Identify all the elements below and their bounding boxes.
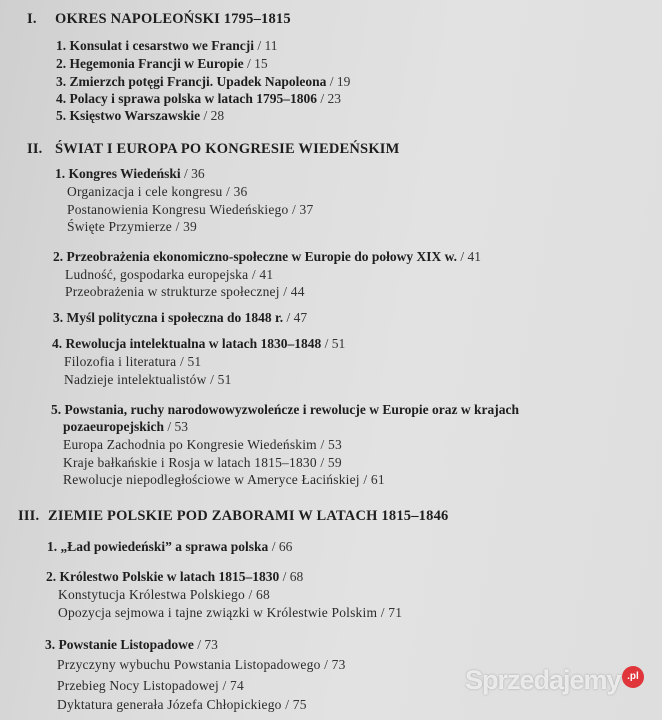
subchapter-title: Przyczyny wybuchu Powstania Listopadowego / 73 xyxy=(57,657,346,672)
subchapter-title: Konstytucja Królestwa Polskiego / 68 xyxy=(58,587,270,602)
subchapter-title: Przebieg Nocy Listopadowej / 74 xyxy=(57,678,244,693)
chapter-title-continued: pozaeuropejskich / 53 xyxy=(63,419,189,434)
subchapter-title: Postanowienia Kongresu Wiedeńskiego / 37 xyxy=(67,202,314,217)
subchapter-title: Organizacja i cele kongresu / 36 xyxy=(67,184,248,199)
chapter-title: 2. Przeobrażenia ekonomiczno-społeczne w Europie do połowy XIX w. / 41 xyxy=(53,249,481,264)
subchapter-title: Przeobrażenia w strukturze społecznej / 44 xyxy=(65,284,305,299)
page-number: / 61 xyxy=(359,472,385,487)
page-number: / 19 xyxy=(326,74,351,89)
chapter-title: 5. Księstwo Warszawskie / 28 xyxy=(56,108,225,123)
page-number: / 71 xyxy=(377,605,403,620)
chapter-title: 3. Powstanie Listopadowe / 73 xyxy=(45,637,218,652)
page-number: / 51 xyxy=(176,354,202,369)
page-number: / 39 xyxy=(172,219,198,234)
watermark-logo: Sprzedajemy xyxy=(465,665,621,695)
subchapter-title: Europa Zachodnia po Kongresie Wiedeńskim / 53 xyxy=(63,437,342,452)
page-number: / 51 xyxy=(206,372,232,387)
chapter-title: 3. Myśl polityczna i społeczna do 1848 r. / 47 xyxy=(53,310,308,325)
page-number: / 36 xyxy=(222,184,248,199)
watermark-badge: .pl xyxy=(622,666,644,688)
section-title: OKRES NAPOLEOŃSKI 1795–1815 xyxy=(55,11,291,27)
subchapter-title: Rewolucje niepodległościowe w Ameryce Łacińskiej / 61 xyxy=(63,472,385,487)
page-number: / 23 xyxy=(317,91,342,106)
section-numeral: III. xyxy=(18,508,40,524)
chapter-title: 1. Kongres Wiedeński / 36 xyxy=(55,166,205,181)
page-number: / 59 xyxy=(316,455,342,470)
subchapter-title: Filozofia i literatura / 51 xyxy=(64,354,202,369)
page-number: / 44 xyxy=(279,284,305,299)
chapter-title: 4. Rewolucja intelektualna w latach 1830–1848 / 51 xyxy=(52,336,346,351)
chapter-title: 2. Królestwo Polskie w latach 1815–1830 / 68 xyxy=(46,569,304,584)
chapter-title: 4. Polacy i sprawa polska w latach 1795–1806 / 23 xyxy=(56,91,342,106)
subchapter-title: Dyktatura generała Józefa Chłopickiego / 75 xyxy=(57,697,307,712)
chapter-title: 3. Zmierzch potęgi Francji. Upadek Napoleona / 19 xyxy=(56,74,351,89)
page-number: / 51 xyxy=(321,336,346,351)
page-number: / 73 xyxy=(320,657,346,672)
subchapter-title: Opozycja sejmowa i tajne związki w Królestwie Polskim / 71 xyxy=(58,605,403,620)
page-number: / 66 xyxy=(268,539,293,554)
page-number: / 68 xyxy=(279,569,304,584)
page-number: / 73 xyxy=(193,637,218,652)
page-number: / 68 xyxy=(244,587,270,602)
chapter-title: 1. Konsulat i cesarstwo we Francji / 11 xyxy=(56,38,278,53)
page-number: / 15 xyxy=(243,56,268,71)
subchapter-title: Święte Przymierze / 39 xyxy=(67,219,198,234)
page-number: / 11 xyxy=(253,38,278,53)
chapter-title: 5. Powstania, ruchy narodowowyzwoleńcze i rewolucje w Europie oraz w krajach xyxy=(51,402,519,417)
subchapter-title: Nadzieje intelektualistów / 51 xyxy=(64,372,232,387)
page-number: / 28 xyxy=(200,108,225,123)
page-number: / 41 xyxy=(456,249,481,264)
section-title: ŚWIAT I EUROPA PO KONGRESIE WIEDEŃSKIM xyxy=(55,141,400,157)
section-numeral: I. xyxy=(27,11,37,27)
section-numeral: II. xyxy=(27,141,43,157)
page-number: / 47 xyxy=(283,310,308,325)
page-number: / 36 xyxy=(180,166,205,181)
page-number: / 53 xyxy=(316,437,342,452)
page-number: / 41 xyxy=(248,267,274,282)
page-number: / 74 xyxy=(218,678,244,693)
chapter-title: 1. „Ład powiedeński” a sprawa polska / 66 xyxy=(47,539,293,554)
chapter-title: 2. Hegemonia Francji w Europie / 15 xyxy=(56,56,268,71)
page-number: / 75 xyxy=(281,697,307,712)
page-number: / 37 xyxy=(288,202,314,217)
subchapter-title: Ludność, gospodarka europejska / 41 xyxy=(65,267,274,282)
subchapter-title: Kraje bałkańskie i Rosja w latach 1815–1830 / 59 xyxy=(63,455,342,470)
section-title: ZIEMIE POLSKIE POD ZABORAMI W LATACH 1815–1846 xyxy=(48,508,449,524)
page-number: / 53 xyxy=(164,419,189,434)
